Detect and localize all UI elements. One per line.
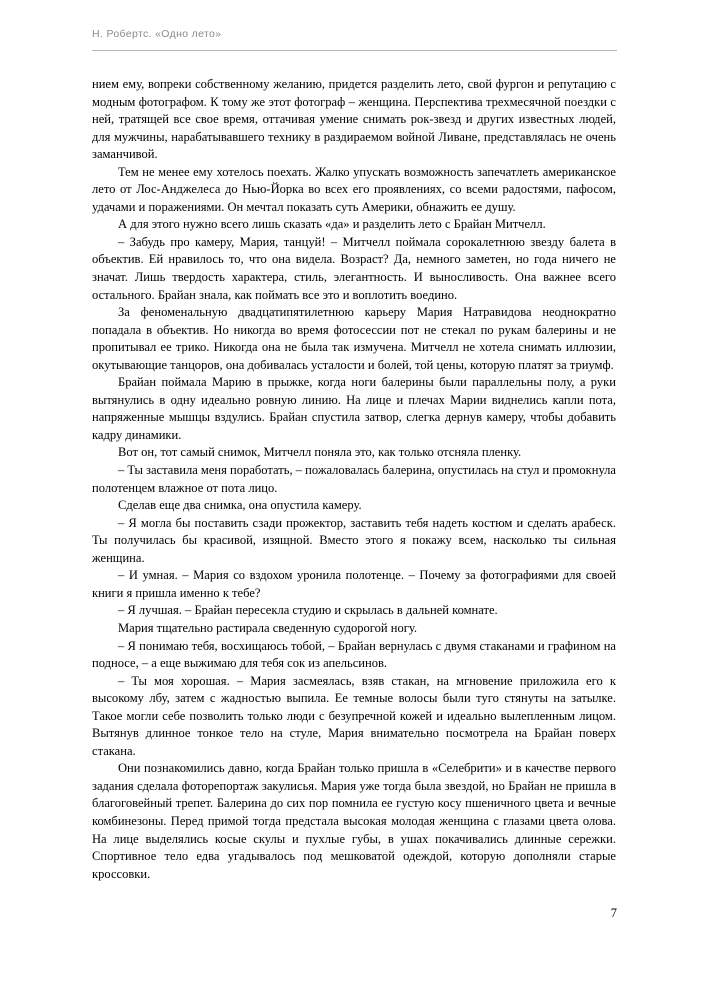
paragraph: – Я лучшая. – Брайан пересекла студию и скрылась в дальней комнате. [118,603,498,618]
body-text-column [92,76,616,883]
paragraph: – Ты моя хорошая. – Мария засмеялась, взяв стакан, на мгновение приложила его к высокому лбу, затем с жадностью выпила. Ее темные волосы были туго стянуты на затылке. Такое могли себе позволить только люди с безупречной кожей и идеально вылепленным лицом. Вытянув длинное тонкое тело на стуле, Мария внимательно посмотрела на Брайан поверх стакана. [92,673,616,758]
paragraph: Брайан поймала Марию в прыжке, когда ноги балерины были параллельны полу, а руки вытянулись в одну идеально ровную линию. На лице и плечах Марии виднелись капли пота, напряженные мышцы вздулись. Брайан спустила затвор, слегка дернув камеру, чтобы добавить кадру динамики. [92,375,616,442]
running-header-text: Н. Робертс. «Одно лето» [92,28,222,40]
paragraph: А для этого нужно всего лишь сказать «да» и разделить лето с Брайан Митчелл. [118,217,546,232]
paragraph: – Я понимаю тебя, восхищаюсь тобой, – Брайан вернулась с двумя стаканами и графином на подносе, – а еще выжимаю для тебя сок из апельсинов. [92,638,616,671]
paragraph: Мария тщательно растирала сведенную судорогой ногу. [118,620,418,635]
header-divider-rule [92,50,617,51]
page-number: 7 [610,906,617,920]
paragraph: – Я могла бы поставить сзади прожектор, заставить тебя надеть костюм и сделать арабеск. Ты получилась бы красивой, изящной. Вместо этого я покажу всем, насколько ты сильная женщина. [92,515,616,565]
running-header [92,28,617,40]
paragraph: Они познакомились давно, когда Брайан только пришла в «Селебрити» и в качестве первого задания сделала фоторепортаж закулисья. Мария уже тогда была звездой, но Брайан не пришла в благоговейный трепет. Балерина до сих пор помнила ее густую косу пшеничного цвета и вечные комбинезоны. Перед примой тогда предстала высокая молодая женщина с глазами цвета олова. На лице выделялись косые скулы и пухлые губы, в ушах покачивались длинные сережки. Спортивное тело едва угадывалось под мешковатой одеждой, которую дополняли старые кроссовки. [92,761,616,881]
paragraph: Тем не менее ему хотелось поехать. Жалко упускать возможность запечатлеть американское лето от Лос-Анджелеса до Нью-Йорка во всех его проявлениях, со всеми радостями, пафосом, удачами и поражениями. Он мечтал показать суть Америки, обнажить ее душу. [92,164,616,214]
paragraph: – И умная. – Мария со вздохом уронила полотенце. – Почему за фотографиями для своей книги я пришла именно к тебе? [92,568,616,600]
paragraph: За феноменальную двадцатипятилетнюю карьеру Мария Натравидова неоднократно попадала в объектив. Но никогда во время фотосессии пот не стекал по рукам балерины и не пропитывал ее трико. Никогда она не была так измучена. Митчелл не хотела снимать иллюзии, окутывающие танцоров, она добивалась усталости и болей, той цены, которую платят за триумф. [92,305,616,372]
paragraph: – Забудь про камеру, Мария, танцуй! – Митчелл поймала сорокалетнюю звезду балета в объектив. Ей нравилось то, что она видела. Возраст? Да, немного заметен, но года ничего не значат. Лишь твердость характера, стиль, элегантность. И выносливость. Она важнее всего остального. Брайан знала, как поймать все это и воплотить воедино. [92,234,616,302]
paragraph: нием ему, вопреки собственному желанию, придется разделить лето, свой фургон и репутацию с модным фотографом. К тому же этот фотограф – женщина. Перспектива трехмесячной поездки с ней, тратящей все свое время, оттачивая умение снимать рок-звезд и других известных людей, для мужчины, нарабатывавшего технику в раздираемом войной Ливане, представлялась не очень заманчивой. [92,77,616,162]
paragraph: Сделав еще два снимка, она опустила камеру. [118,498,362,513]
paragraph: – Ты заставила меня поработать, – пожаловалась балерина, опустилась на стул и промокнула полотенцем влажное от пота лицо. [92,463,616,495]
paragraph: Вот он, тот самый снимок, Митчелл поняла это, как только отсняла пленку. [118,445,522,460]
